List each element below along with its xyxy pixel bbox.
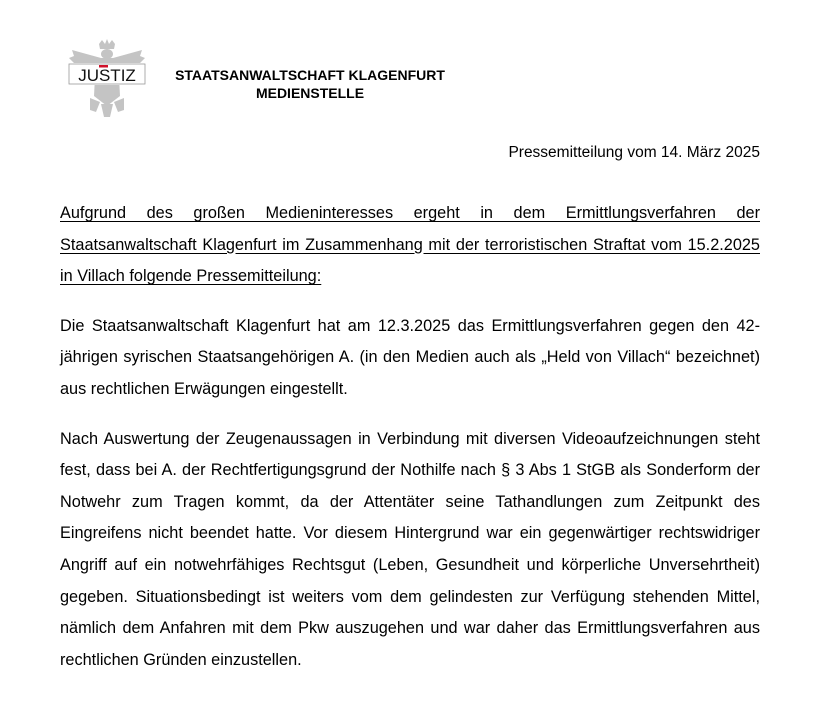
paragraph-1: Die Staatsanwaltschaft Klagenfurt hat am 12.3.2025 das Ermittlungsverfahren gegen den 42-jährigen syrischen Staatsangehörigen A. (in den Medien auch als „Held von Villach“ bezeichnet) aus rechtlichen Erwägungen eingestellt. <box>60 316 760 398</box>
intro-paragraph: Aufgrund des großen Medieninteresses ergeht in dem Ermittlungsverfahren der Staatsanwaltschaft Klagenfurt im Zusammenhang mit der terroristischen Straftat vom 15.2.2025 in Villach folgende Pressemitteilung: <box>60 204 760 286</box>
office-header <box>162 66 458 102</box>
office-department: MEDIENSTELLE <box>255 85 365 101</box>
justiz-logo <box>66 38 148 118</box>
press-release-date: Pressemitteilung vom 14. März 2025 <box>508 144 760 161</box>
logo-text: JUSTIZ <box>78 66 136 85</box>
paragraph-2: Nach Auswertung der Zeugenaussagen in Verbindung mit diversen Videoaufzeichnungen steht fest, dass bei A. der Rechtfertigungsgrund der Nothilfe nach § 3 Abs 1 StGB als Sonderform der Notwehr zum Tragen kommt, da der Attentäter seine Tathandlungen zum Zeitpunkt des Eingreifens nicht beendet hatte. Vor diesem Hintergrund war ein gegenwärtiger rechtswidriger Angriff auf ein notwehrfähiges Rechtsgut (Leben, Gesundheit und körperliche Unversehrtheit) gegeben. Situationsbedingt ist weiters vom dem gelindesten zur Verfügung stehenden Mittel, nämlich dem Anfahren mit dem Pkw auszugehen und war daher das Ermittlungsverfahren aus rechtlichen Gründen einzustellen. <box>60 429 760 669</box>
austrian-eagle-icon <box>66 38 148 118</box>
office-name: STAATSANWALTSCHAFT KLAGENFURT <box>175 67 445 83</box>
document-body <box>60 198 760 694</box>
